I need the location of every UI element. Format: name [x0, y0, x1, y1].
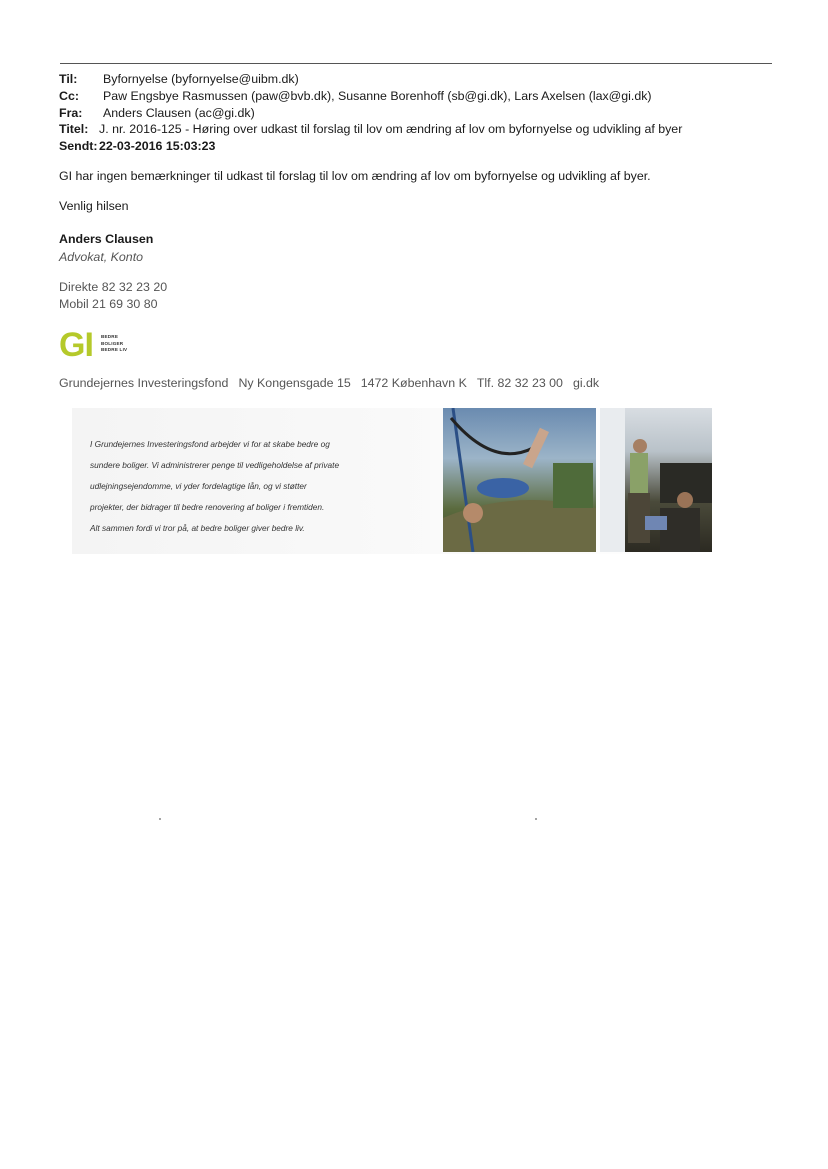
from-label: Fra:: [59, 105, 83, 120]
footer-org: Grundejernes Investeringsfond: [59, 376, 229, 390]
logo-tagline-line3: BEDRE LIV: [101, 347, 128, 353]
banner-text: [90, 434, 339, 539]
banner-line-5: Alt sammen fordi vi tror på, at bedre boliger giver bedre liv.: [90, 523, 305, 533]
footer-website: gi.dk: [572, 376, 600, 390]
logo-tagline-line2: BOLIGER: [101, 340, 124, 346]
sent-row: [59, 138, 799, 155]
subject-label: Titel:: [59, 122, 89, 137]
banner-photo-swing: [443, 408, 596, 552]
signature-name: Anders Clausen: [59, 232, 154, 246]
footer-city: 1472 København K: [360, 376, 467, 390]
gi-logo-letters: GI: [59, 328, 93, 360]
message-body: GI har ingen bemærkninger til udkast til forslag til lov om ændring af lov om byfornyelse og udvikling af byer.: [59, 169, 651, 183]
sent-value: 22-03-2016 15:03:23: [99, 139, 216, 154]
email-header: [59, 71, 799, 155]
people-illustration: [600, 408, 712, 552]
footer-street: Ny Kongensgade 15: [238, 376, 351, 390]
subject-row: [59, 121, 799, 138]
banner-photo-people: [600, 408, 712, 552]
banner-line-4: projekter, der bidrager til bedre renovering af boliger i fremtiden.: [90, 502, 325, 512]
from-row: [59, 105, 799, 122]
signature-title: Advokat, Konto: [59, 250, 144, 264]
from-value: Anders Clausen (ac@gi.dk): [103, 105, 255, 120]
cc-value: Paw Engsbye Rasmussen (paw@bvb.dk), Susanne Borenhoff (sb@gi.dk), Lars Axelsen (lax@gi.dk): [103, 88, 652, 103]
company-footer: [59, 376, 599, 390]
cc-label: Cc:: [59, 88, 79, 103]
footer-phone: Tlf. 82 32 23 00: [476, 376, 563, 390]
swing-illustration: [443, 408, 596, 552]
to-row: [59, 71, 799, 88]
scan-mark-left: [159, 818, 161, 820]
banner-line-3: udlejningsejendomme, vi yder fordelagtige lån, og vi støtter: [90, 481, 307, 491]
banner-line-1: I Grundejernes Investeringsfond arbejder vi for at skabe bedre og: [90, 439, 330, 449]
closing-text: Venlig hilsen: [59, 199, 129, 213]
sent-label: Sendt:: [59, 139, 98, 154]
subject-value: J. nr. 2016-125 - Høring over udkast til forslag til lov om ændring af lov om byfornyelse og udvikling af byer: [99, 122, 683, 137]
signature-direct-phone: Direkte 82 32 23 20: [59, 280, 168, 294]
header-divider: [60, 63, 772, 64]
logo-tagline: [101, 334, 127, 354]
signature-mobile-phone: Mobil 21 69 30 80: [59, 297, 158, 311]
scan-mark-right: [535, 818, 537, 820]
cc-row: [59, 88, 799, 105]
banner-line-2: sundere boliger. Vi administrerer penge til vedligeholdelse af private: [90, 460, 340, 470]
to-value: Byfornyelse (byfornyelse@uibm.dk): [103, 72, 299, 86]
logo-tagline-line1: BEDRE: [101, 334, 119, 339]
to-label: Til:: [59, 72, 78, 86]
